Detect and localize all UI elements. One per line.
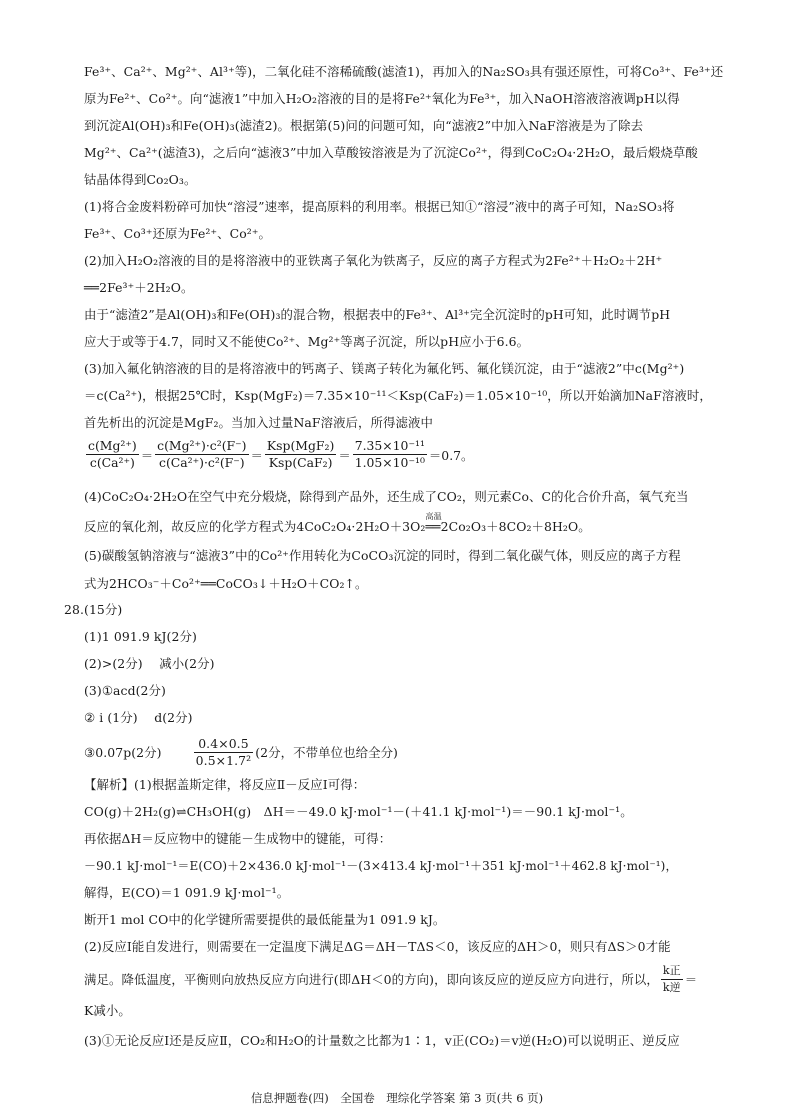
denominator: k逆 — [662, 981, 681, 994]
text-line: 到沉淀Al(OH)₃和Fe(OH)₃(滤渣2)。根据第(5)问的问题可知，向“滤液2”中加入NaF溶液是为了除去 — [84, 118, 644, 133]
text-line: (3)①acd(2分) — [84, 683, 166, 698]
denominator: c(Ca²⁺) — [89, 455, 135, 470]
page-footer: 信息押题卷(四) 全国卷 理综化学答案 第 3 页(共 6 页) — [250, 1091, 544, 1105]
text-line: 断开1 mol CO中的化学键所需要提供的最低能量为1 091.9 kJ。 — [84, 912, 446, 927]
text-line: (3)加入氟化钠溶液的目的是将溶液中的钙离子、镁离子转化为氟化钙、氟化镁沉淀，由于“滤液2”中c(Mg²⁺) — [84, 361, 685, 376]
text-line: (1)1 091.9 kJ(2分) — [84, 629, 197, 644]
text-line: 式为2HCO₃⁻＋Co²⁺══CoCO₃↓＋H₂O＋CO₂↑。 — [84, 576, 368, 591]
text-line: 首先析出的沉淀是MgF₂。当加入过量NaF溶液后，所得滤液中 — [84, 415, 433, 430]
text-segment: 满足。降低温度，平衡则向放热反应方向进行(即ΔH＜0的方向)，即向该反应的逆反应方向进行，所以， — [84, 971, 659, 987]
text-line — [84, 962, 732, 996]
text-line: (2)反应Ⅰ能自发进行，则需要在一定温度下满足ΔG＝ΔH－TΔS＜0，该反应的ΔH＞0，则只有ΔS＞0才能 — [84, 939, 671, 954]
fraction — [194, 736, 254, 769]
score-note: (2分，不带单位也给全分) — [255, 744, 398, 760]
text-line: CO(g)＋2H₂(g)⇌CH₃OH(g) ΔH＝－49.0 kJ·mol⁻¹－(＋41.1 kJ·mol⁻¹)＝－90.1 kJ·mol⁻¹。 — [84, 804, 633, 819]
text-line: (4)CoC₂O₄·2H₂O在空气中充分煅烧，除得到产品外，还生成了CO₂，则元素Co、C的化合价升高，氧气充当 — [84, 489, 689, 504]
text-line: (2)>(2分) 减小(2分) — [84, 656, 215, 671]
condition-label: 高温 — [425, 512, 442, 521]
ksp-ratio-equation — [84, 438, 732, 474]
text-line: 由于“滤渣2”是Al(OH)₃和Fe(OH)₃的混合物，根据表中的Fe³⁺、Al³⁺完全沉淀时的pH可知，此时调节pH — [84, 307, 671, 322]
numerator: 7.35×10⁻¹¹ — [354, 438, 425, 453]
text-line: 再依据ΔH＝反应物中的键能－生成物中的键能，可得： — [84, 831, 392, 846]
equals-sign: ＝ — [684, 971, 698, 987]
denominator: Ksp(CaF₂) — [268, 455, 333, 470]
reaction-arrow: 高温 ══ — [426, 517, 441, 537]
text-line — [84, 512, 732, 537]
equals-sign: ＝ — [250, 447, 263, 463]
numerator: c(Mg²⁺)·c²(F⁻) — [157, 438, 247, 453]
numerator: k正 — [661, 963, 683, 980]
fraction — [661, 963, 683, 996]
equation-right: 2Co₂O₃＋8CO₂＋8H₂O。 — [440, 519, 591, 534]
equals-sign: ＝ — [140, 447, 154, 463]
fraction — [353, 438, 427, 471]
text-line: (1)将合金废料粉碎可加快“溶浸”速率，提高原料的利用率。根据已知①“溶浸”液中的离子可知，Na₂SO₃将 — [84, 199, 675, 214]
numerator: 0.4×0.5 — [194, 736, 254, 753]
denominator: 0.5×1.7² — [195, 753, 252, 768]
text-line: ══2Fe³⁺＋2H₂O。 — [84, 280, 194, 295]
numerator: c(Mg²⁺) — [88, 438, 137, 453]
answer-label: ③0.07p(2分) — [84, 744, 162, 760]
text-line: 【解析】(1)根据盖斯定律，将反应Ⅱ－反应Ⅰ可得： — [84, 777, 366, 792]
question-heading: 28.(15分) — [64, 602, 123, 617]
text-line: (5)碳酸氢钠溶液与“滤液3”中的Co²⁺作用转化为CoCO₃沉淀的同时，得到二氧化碳气体，则反应的离子方程 — [84, 548, 681, 563]
text-line: Mg²⁺、Ca²⁺(滤渣3)，之后向“滤液3”中加入草酸铵溶液是为了沉淀Co²⁺，得到CoC₂O₄·2H₂O，最后煅烧草酸 — [84, 145, 698, 160]
text-line: 应大于或等于4.7，同时又不能使Co²⁺、Mg²⁺等离子沉淀，所以pH应小于6.6。 — [84, 334, 530, 349]
equation-left: 反应的氧化剂，故反应的化学方程式为4CoC₂O₄·2H₂O＋3O₂ — [84, 519, 426, 534]
text-line: Fe³⁺、Co³⁺还原为Fe²⁺、Co²⁺。 — [84, 226, 271, 241]
text-line: 解得，E(CO)＝1 091.9 kJ·mol⁻¹。 — [84, 885, 290, 900]
text-line — [84, 734, 732, 770]
text-line: (3)①无论反应Ⅰ还是反应Ⅱ，CO₂和H₂O的计量数之比都为1∶1，v正(CO₂)＝v逆(H₂O)可以说明正、逆反应 — [84, 1033, 680, 1048]
equals-sign: ＝ — [338, 447, 351, 463]
text-line: 钴晶体得到Co₂O₃。 — [84, 172, 197, 187]
text-line: 原为Fe²⁺、Co²⁺。向“滤液1”中加入H₂O₂溶液的目的是将Fe²⁺氧化为Fe³⁺，加入NaOH溶液溶液调pH以得 — [84, 91, 680, 106]
text-line: K减小。 — [84, 1003, 131, 1018]
text-line: (2)加入H₂O₂溶液的目的是将溶液中的亚铁离子氧化为铁离子，反应的离子方程式为2Fe²⁺＋H₂O₂＋2H⁺ — [84, 253, 663, 268]
text-line: ② i (1分) d(2分) — [84, 710, 193, 725]
denominator: c(Ca²⁺)·c²(F⁻) — [159, 455, 245, 470]
text-line: ＝c(Ca²⁺)，根据25℃时，Ksp(MgF₂)＝7.35×10⁻¹¹＜Ksp(CaF₂)＝1.05×10⁻¹⁰，所以开始滴加NaF溶液时， — [84, 388, 712, 403]
fraction — [265, 438, 336, 471]
numerator: Ksp(MgF₂) — [266, 438, 335, 453]
text-line: Fe³⁺、Ca²⁺、Mg²⁺、Al³⁺等)，二氧化硅不溶稀硫酸(滤渣1)，再加入的Na₂SO₃具有强还原性，可将Co³⁺、Fe³⁺还 — [84, 64, 724, 79]
denominator: 1.05×10⁻¹⁰ — [354, 455, 425, 470]
fraction — [86, 438, 139, 471]
text-line: －90.1 kJ·mol⁻¹＝E(CO)＋2×436.0 kJ·mol⁻¹－(3×413.4 kJ·mol⁻¹＋351 kJ·mol⁻¹＋462.8 kJ·mol⁻¹)， — [84, 859, 678, 873]
fraction — [155, 438, 248, 471]
result: ＝0.7。 — [428, 447, 474, 463]
